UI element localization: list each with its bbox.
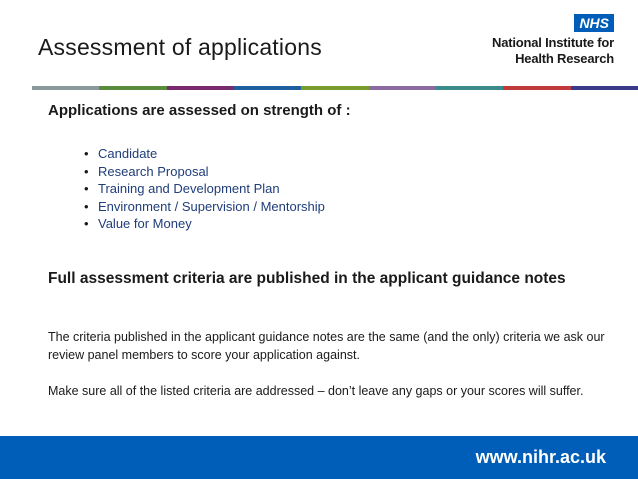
color-bar-segment <box>301 86 368 90</box>
color-divider-bar <box>32 86 638 90</box>
paragraph-advice: Make sure all of the listed criteria are addressed – don’t leave any gaps or your scores will suffer. <box>48 384 584 398</box>
nihr-logo <box>470 14 620 70</box>
paragraph-criteria: The criteria published in the applicant guidance notes are the same (and the only) criteria we ask our review panel members to score your application against. <box>48 330 605 362</box>
footer-bar <box>0 436 638 479</box>
section-heading-guidance: Full assessment criteria are published in the applicant guidance notes <box>48 270 566 287</box>
website-link[interactable]: www.nihr.ac.uk <box>475 447 606 467</box>
color-bar-segment <box>369 86 436 90</box>
section-heading-criteria: Applications are assessed on strength of : <box>48 102 351 119</box>
color-bar-segment <box>167 86 234 90</box>
list-item: • Research Proposal <box>98 163 325 181</box>
list-item: • Training and Development Plan <box>98 180 325 198</box>
logo-text-line2: Health Research <box>515 51 614 66</box>
nhs-badge: NHS <box>574 14 614 32</box>
color-bar-segment <box>571 86 638 90</box>
color-bar-segment <box>32 86 99 90</box>
color-bar-segment <box>436 86 503 90</box>
color-bar-segment <box>234 86 301 90</box>
list-item: • Candidate <box>98 145 325 163</box>
color-bar-segment <box>99 86 166 90</box>
list-item: • Value for Money <box>98 215 325 233</box>
criteria-list <box>98 145 325 233</box>
list-item: • Environment / Supervision / Mentorship <box>98 198 325 216</box>
color-bar-segment <box>503 86 570 90</box>
slide-title: Assessment of applications <box>38 34 322 60</box>
logo-text-line1: National Institute for <box>492 35 614 50</box>
